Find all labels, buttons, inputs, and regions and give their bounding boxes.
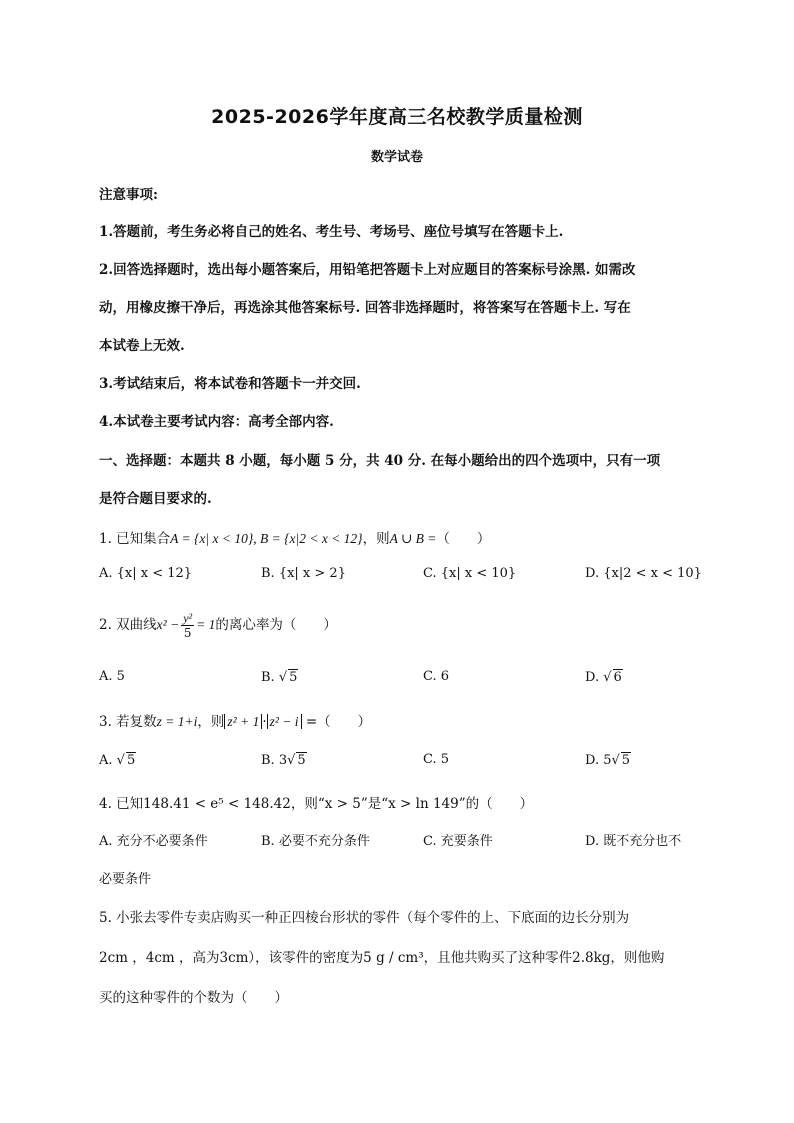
q2-option-c[interactable]: C. 6 bbox=[423, 669, 450, 684]
section-heading-line-1: 一、选择题：本题共 8 小题，每小题 5 分，共 40 分. 在每小题给出的四个选项中，只有一项 bbox=[99, 453, 661, 469]
q3-option-a-radicand: 5 bbox=[126, 753, 136, 768]
q3-equals: = bbox=[305, 714, 318, 730]
note-2-line-3: 本试卷上无效. bbox=[99, 338, 185, 354]
question-2-stem bbox=[99, 608, 699, 642]
q3-option-b-label: B. 3 bbox=[261, 753, 288, 768]
q1-option-b[interactable]: B. {x| x > 2} bbox=[261, 566, 346, 581]
q3-option-a[interactable]: A. √ 5 bbox=[99, 753, 136, 768]
question-1-stem bbox=[99, 527, 699, 547]
q2-option-b[interactable]: B. √ 5 bbox=[261, 670, 298, 685]
q1-stem-start: 1. 已知集合 bbox=[99, 531, 171, 547]
page-title: 2025-2026学年度高三名校教学质量检测 bbox=[211, 106, 583, 128]
q1-stem-mid: ，则 bbox=[362, 531, 390, 547]
q2-denominator: 5 bbox=[183, 626, 192, 640]
q1-option-a[interactable]: A. {x| x < 12} bbox=[99, 566, 193, 581]
q2-option-d-label: D. bbox=[585, 670, 600, 685]
q3-abs-2: z² − i bbox=[267, 714, 302, 729]
q1-sets: A = {x| x < 10}, B = {x|2 < x < 12} bbox=[170, 531, 363, 546]
note-4: 4.本试卷主要考试内容：高考全部内容. bbox=[99, 414, 334, 430]
q1-union: A ∪ B = bbox=[389, 531, 437, 546]
question-5-line-3: 买的这种零件的个数为（ ） bbox=[99, 990, 288, 1006]
question-5-line-2: 2cm ，4cm ，高为3cm），该零件的密度为5 g / cm³，且他共购买了这种零件2.8kg，则他购 bbox=[99, 950, 665, 966]
q3-stem-end: （ ） bbox=[317, 714, 372, 730]
q3-option-d-radicand: 5 bbox=[621, 753, 631, 768]
q3-stem-mid: ，则 bbox=[197, 714, 225, 730]
q3-option-c[interactable]: C. 5 bbox=[423, 752, 450, 767]
q3-option-a-label: A. bbox=[99, 753, 113, 768]
q3-option-b-radicand: 5 bbox=[297, 753, 306, 768]
q2-option-b-label: B. bbox=[261, 670, 275, 685]
q2-stem-end: 的离心率为（ ） bbox=[215, 617, 337, 633]
note-2-line-2: 动，用橡皮擦干净后，再选涂其他答案标号. 回答非选择题时，将答案写在答题卡上. 写在 bbox=[99, 300, 631, 316]
q3-abs-1: z² + 1 bbox=[224, 714, 262, 729]
q2-option-b-radicand: 5 bbox=[289, 670, 298, 685]
q2-equals: = 1 bbox=[196, 617, 216, 632]
q3-option-d-label: D. 5 bbox=[585, 753, 612, 768]
q2-option-d-radicand: 6 bbox=[613, 670, 622, 685]
section-heading-line-2: 是符合题目要求的. bbox=[99, 491, 212, 507]
question-3-stem bbox=[99, 710, 699, 730]
q2-stem-start: 2. 双曲线 bbox=[99, 617, 157, 633]
q1-option-c[interactable]: C. {x| x < 10} bbox=[423, 566, 517, 581]
q4-option-c[interactable]: C. 充要条件 bbox=[423, 834, 493, 849]
question-5-line-1: 5. 小张去零件专卖店购买一种正四棱台形状的零件（每个零件的上、下底面的边长分别为 bbox=[99, 910, 630, 926]
q1-option-d[interactable]: D. {x|2 < x < 10} bbox=[585, 566, 702, 581]
notes-heading: 注意事项: bbox=[99, 187, 158, 203]
note-2-line-1: 2.回答选择题时，选出每小题答案后，用铅笔把答题卡上对应题目的答案标号涂黑. 如需改 bbox=[99, 262, 636, 278]
q2-x-squared: x² − bbox=[156, 617, 180, 632]
q1-stem-end: （ ） bbox=[436, 531, 491, 547]
q3-z-def: z = 1+i bbox=[156, 714, 198, 729]
q2-option-d[interactable]: D. √ 6 bbox=[585, 670, 622, 685]
question-4-stem: 4. 已知148.41 < e⁵ < 148.42，则“x > 5”是“x > ln 149”的（ ） bbox=[99, 796, 534, 812]
q3-option-d[interactable]: D. 5√ 5 bbox=[585, 753, 631, 768]
q4-option-d[interactable]: D. 既不充分也不 bbox=[585, 834, 682, 849]
q3-option-b[interactable]: B. 3√ 5 bbox=[261, 753, 306, 768]
q4-option-a[interactable]: A. 充分不必要条件 bbox=[99, 834, 208, 849]
q2-fraction bbox=[181, 611, 194, 640]
q4-option-b[interactable]: B. 必要不充分条件 bbox=[261, 834, 370, 849]
note-1: 1.答题前，考生务必将自己的姓名、考生号、考场号、座位号填写在答题卡上. bbox=[99, 224, 564, 240]
q2-numerator: y² bbox=[183, 611, 193, 625]
q3-dot: · bbox=[262, 714, 267, 730]
q2-option-a[interactable]: A. 5 bbox=[99, 669, 125, 684]
page-subtitle: 数学试卷 bbox=[370, 150, 423, 165]
q3-stem-start: 3. 若复数 bbox=[99, 714, 157, 730]
q4-option-d-continued: 必要条件 bbox=[99, 872, 152, 887]
note-3: 3.考试结束后，将本试卷和答题卡一并交回. bbox=[99, 376, 361, 392]
